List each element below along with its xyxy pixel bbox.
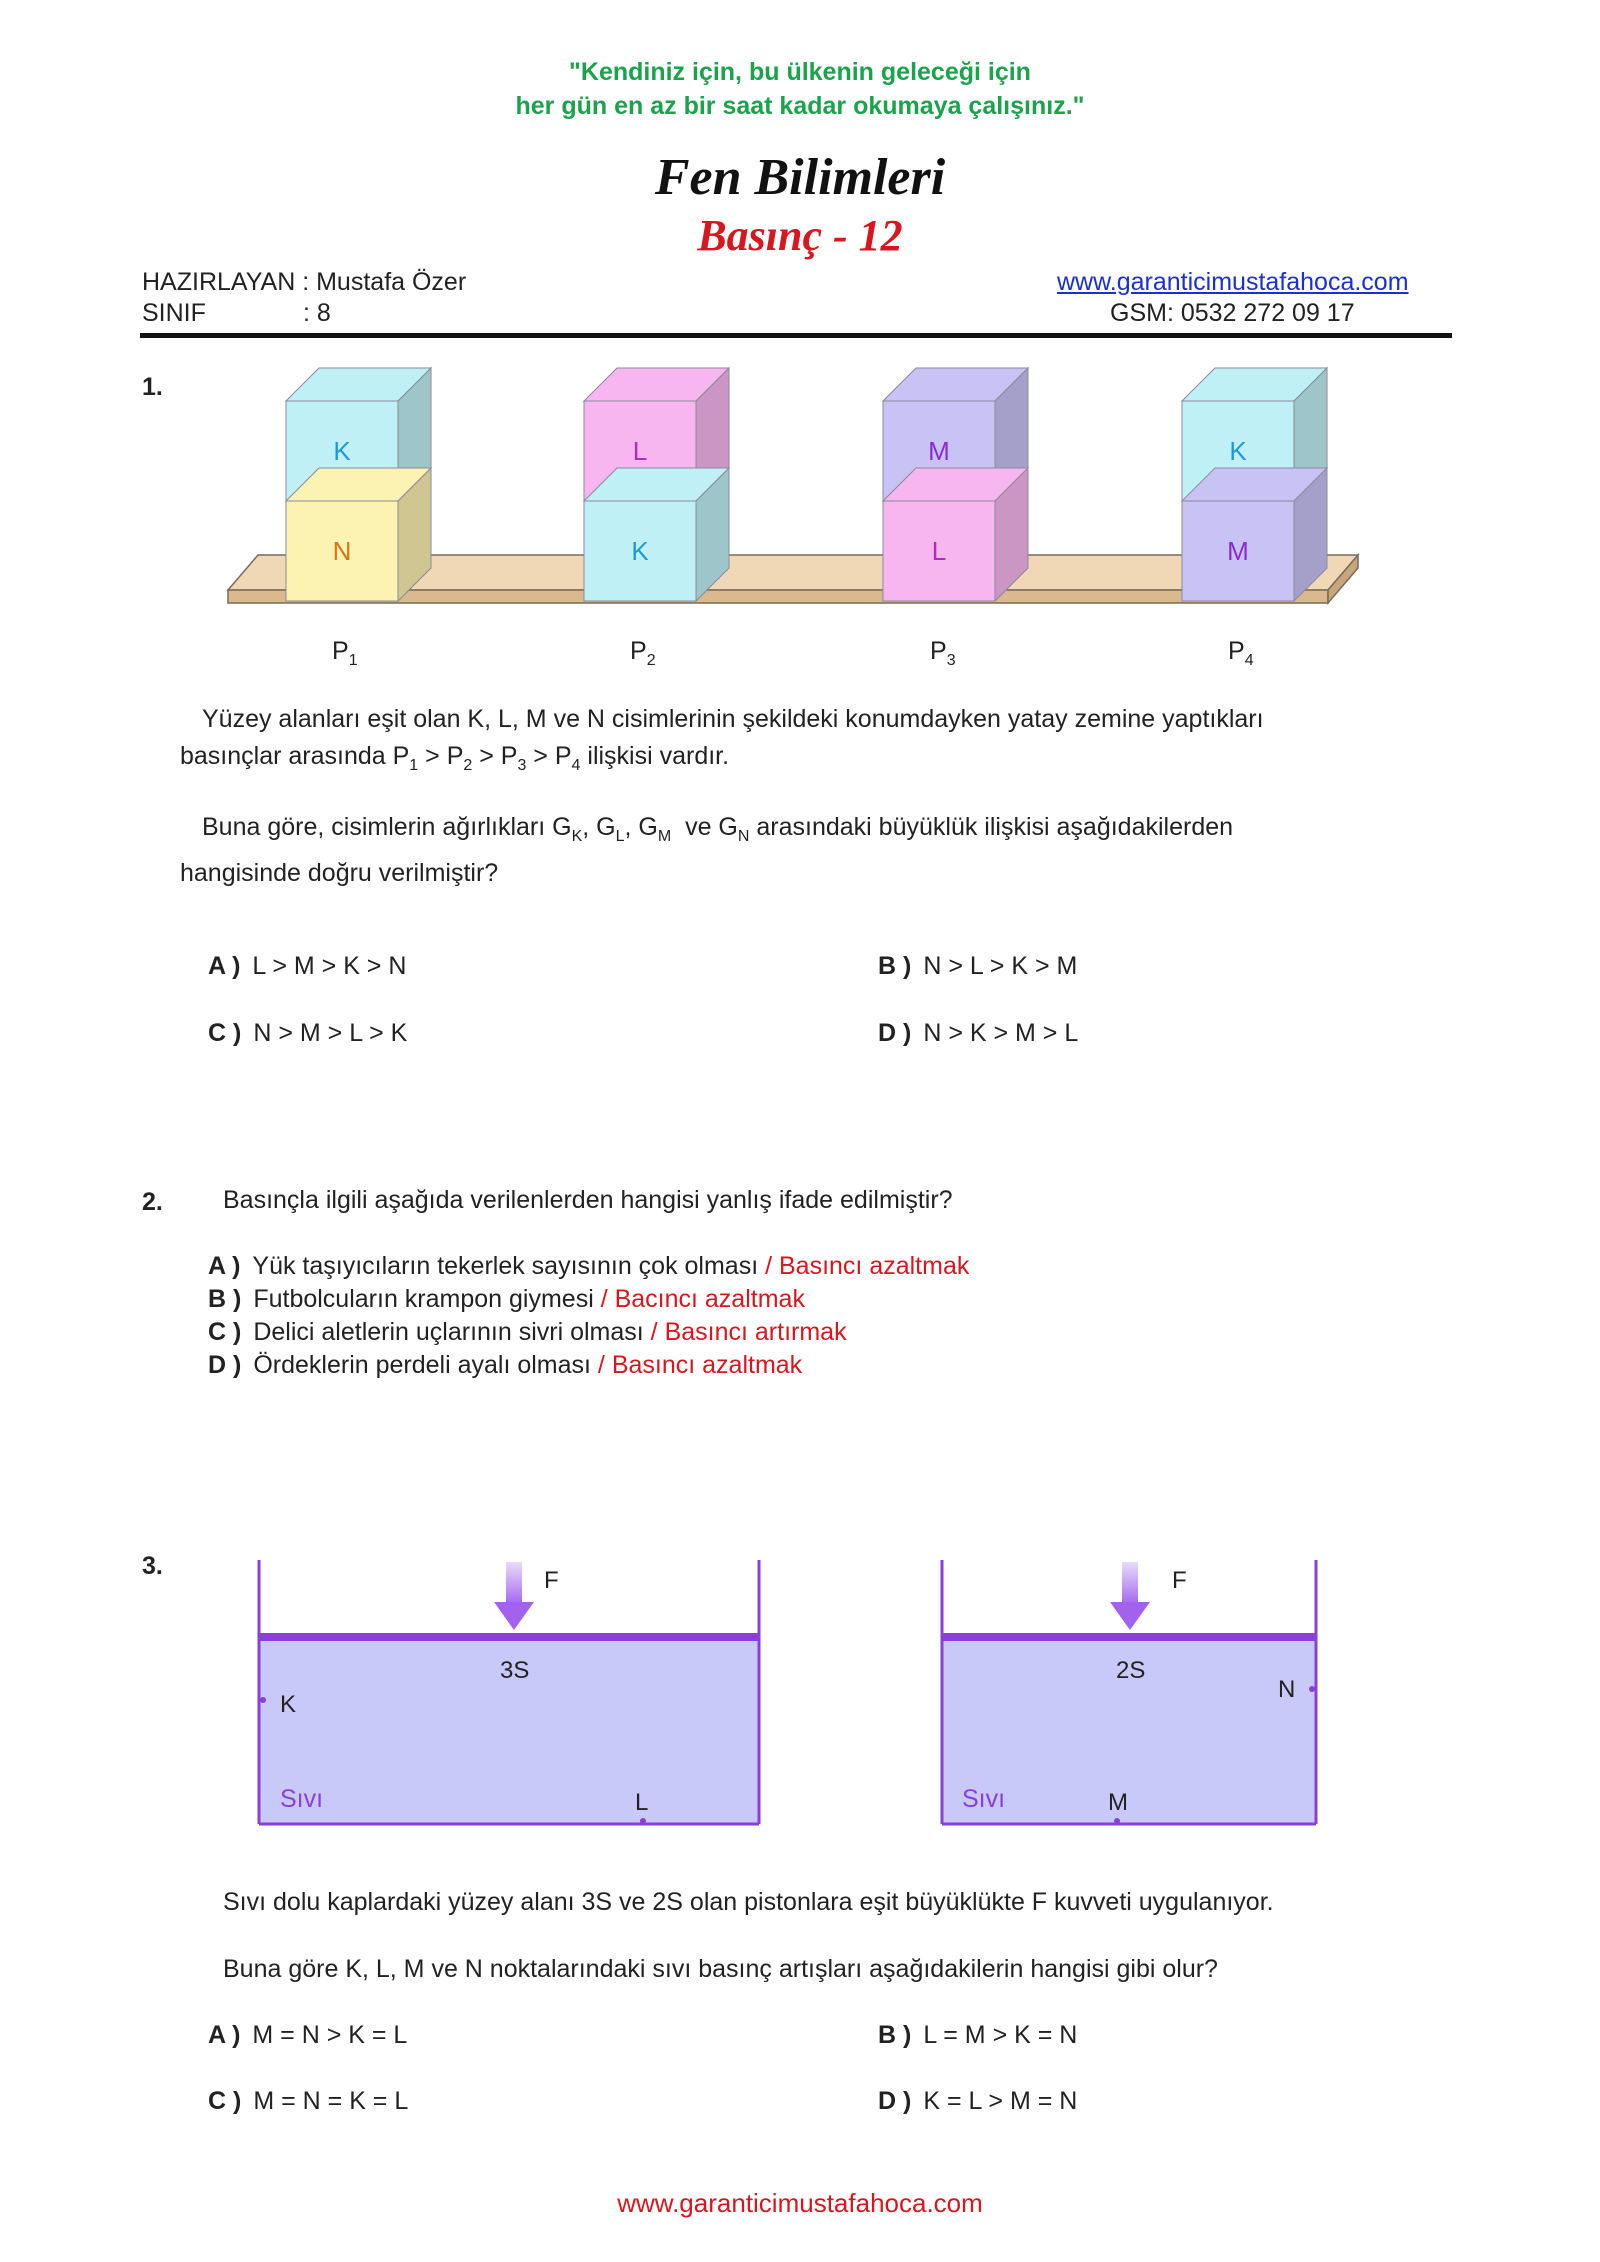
point-k-label: K	[280, 1691, 297, 1718]
question-1-line-a: Yüzey alanları eşit olan K, L, M ve N cisimlerinin şekildeki konumdayken yatay zemine yaptıkları	[202, 705, 1264, 733]
q3-option-c[interactable]: C ) M = N = K = L	[208, 2087, 409, 2115]
left-force-label: F	[544, 1567, 559, 1594]
q1-option-c[interactable]: C ) N > M > L > K	[208, 1019, 408, 1047]
question-1-text-1	[180, 701, 1502, 784]
point-m-dot	[1114, 1818, 1120, 1824]
point-m-label: M	[1108, 1789, 1128, 1816]
question-3-figure	[0, 1540, 1600, 1840]
question-1-number: 1.	[142, 373, 163, 401]
stack-2-upper-label: L	[632, 436, 648, 466]
stack-1-lower-label: N	[332, 536, 352, 566]
q2-option-d[interactable]: D ) Ördeklerin perdeli ayalı olması / Basıncı azaltmak	[208, 1351, 803, 1379]
website-link[interactable]: www.garanticimustafahoca.com	[1057, 268, 1409, 296]
q2-option-b[interactable]: B ) Futbolcuların krampon giymesi / Bacıncı azaltmak	[208, 1285, 805, 1313]
point-n-dot	[1309, 1686, 1315, 1692]
pressure-label-3: $P_3$	[930, 637, 956, 669]
grade-label: SINIF	[142, 299, 206, 327]
page-subtitle: Basınç - 12	[697, 211, 903, 260]
grade-value: : 8	[303, 299, 331, 327]
question-1-text-2	[180, 809, 1502, 892]
left-force-arrow	[494, 1562, 534, 1630]
right-area-label: 2S	[1116, 1657, 1146, 1684]
gsm-number: GSM: 0532 272 09 17	[1110, 299, 1355, 327]
q3-option-d[interactable]: D ) K = L > M = N	[878, 2087, 1078, 2115]
point-l-label: L	[635, 1789, 649, 1816]
question-3-text-2: Buna göre K, L, M ve N noktalarındaki sıvı basınç artışları aşağıdakilerin hangisi gibi olur?	[223, 1955, 1218, 1983]
q3-option-b[interactable]: B ) L = M > K = N	[878, 2021, 1078, 2049]
q2-option-a[interactable]: A ) Yük taşıyıcıların tekerlek sayısının çok olması / Basıncı azaltmak	[208, 1252, 970, 1280]
point-l-dot	[640, 1818, 646, 1824]
left-area-label: 3S	[500, 1657, 530, 1684]
quote-line-1: "Kendiniz için, bu ülkenin geleceği için	[569, 58, 1031, 86]
pressure-label-2: $P_2$	[630, 637, 656, 669]
q2-option-c[interactable]: C ) Delici aletlerin uçlarının sivri olması / Basıncı artırmak	[208, 1318, 847, 1346]
header-divider	[140, 333, 1452, 338]
question-1-figure	[0, 355, 1600, 685]
prepared-by: HAZIRLAYAN : Mustafa Özer	[142, 268, 467, 296]
q3-option-a[interactable]: A ) M = N > K = L	[208, 2021, 408, 2049]
stack-4-lower-label: M	[1227, 536, 1249, 566]
page-title: Fen Bilimleri	[654, 149, 946, 206]
stack-1-upper-label: K	[333, 436, 351, 466]
question-1-line-b: basınçlar arasında $P_1 > P_2 > P_3 > P_4$ ilişkisi vardır.	[180, 742, 730, 774]
question-2-number: 2.	[142, 1188, 163, 1216]
pressure-label-1: $P_1$	[332, 637, 358, 669]
right-liquid-label: Sıvı	[962, 1785, 1006, 1813]
q1-option-d[interactable]: D ) N > K > M > L	[878, 1019, 1079, 1047]
right-force-arrow	[1110, 1562, 1150, 1630]
footer-website[interactable]: www.garanticimustafahoca.com	[617, 2188, 983, 2218]
question-2-text: Basınçla ilgili aşağıda verilenlerden hangisi yanlış ifade edilmiştir?	[223, 1186, 953, 1214]
question-1-weights-line: Buna göre, cisimlerin ağırlıkları $G_K$, $G_L$, $G_M$ ve $G_N$ arasındaki büyüklük ilişkisi aşağıdakilerden	[202, 813, 1234, 845]
question-1-line-c: hangisinde doğru verilmiştir?	[180, 859, 499, 887]
question-3-number: 3.	[142, 1552, 163, 1580]
stack-3-lower-label: L	[931, 536, 947, 566]
question-3-text-1: Sıvı dolu kaplardaki yüzey alanı 3S ve 2S olan pistonlara eşit büyüklükte F kuvveti uygulanıyor.	[223, 1888, 1274, 1916]
left-piston	[259, 1633, 759, 1641]
right-force-label: F	[1172, 1567, 1187, 1594]
left-liquid-label: Sıvı	[280, 1785, 324, 1813]
pressure-label-4: $P_4$	[1228, 637, 1254, 669]
point-k-dot	[260, 1697, 266, 1703]
stack-3-upper-label: M	[928, 436, 950, 466]
right-piston	[942, 1633, 1316, 1641]
stack-2-lower-label: K	[631, 536, 649, 566]
point-n-label: N	[1278, 1676, 1296, 1703]
q1-option-b[interactable]: B ) N > L > K > M	[878, 952, 1078, 980]
quote-line-2: her gün en az bir saat kadar okumaya çalışınız."	[515, 92, 1085, 120]
stack-4-upper-label: K	[1229, 436, 1247, 466]
q1-option-a[interactable]: A ) L > M > K > N	[208, 952, 407, 980]
